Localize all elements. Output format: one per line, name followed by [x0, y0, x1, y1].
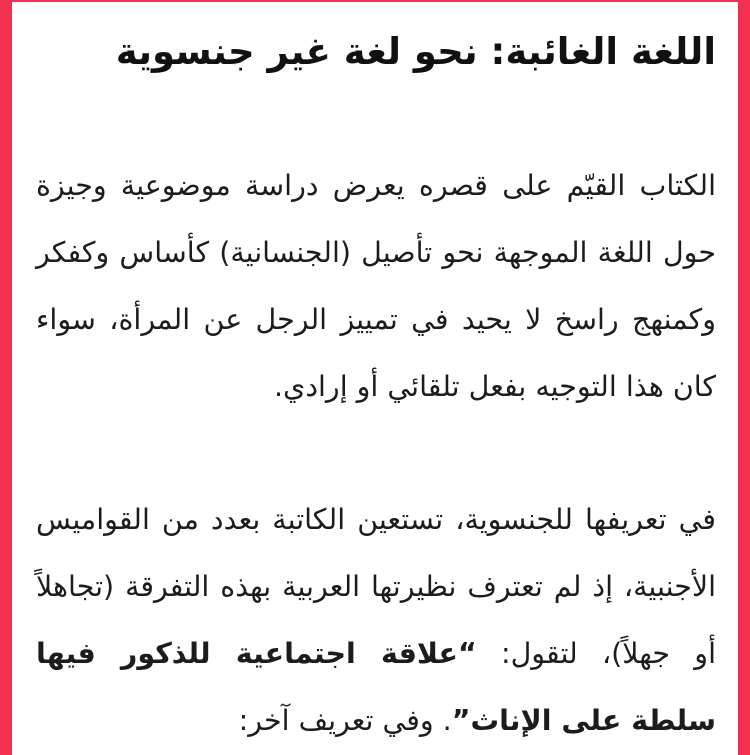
highlighted-quote: “علاقة اجتماعية للذكور فيها سلطة على الإناث”: [36, 637, 716, 737]
article-content: [36, 2, 716, 754]
article-paragraph-2: [36, 486, 716, 754]
paragraph-2-continuation: . وفي تعريف آخر:: [238, 704, 452, 737]
paragraph-2-text: في تعريفها للجنسوية، تستعين الكاتبة بعدد من القواميس الأجنبية، إذ لم تعترف نظيرتها العربية بهذه التفرقة (تجاهلاً أو جهلاً)، لتقول:: [36, 503, 716, 670]
article-title: اللغة الغائبة: نحو لغة غير جنسوية: [115, 30, 716, 73]
article-paragraph-1: الكتاب القيّم على قصره يعرض دراسة موضوعية وجيزة حول اللغة الموجهة نحو تأصيل (الجنسانية) كأساس وكفكر وكمنهج راسخ لا يحيد في تمييز الرجل عن المرأة، سواء كان هذا التوجيه بفعل تلقائي أو إرادي.: [36, 169, 716, 403]
